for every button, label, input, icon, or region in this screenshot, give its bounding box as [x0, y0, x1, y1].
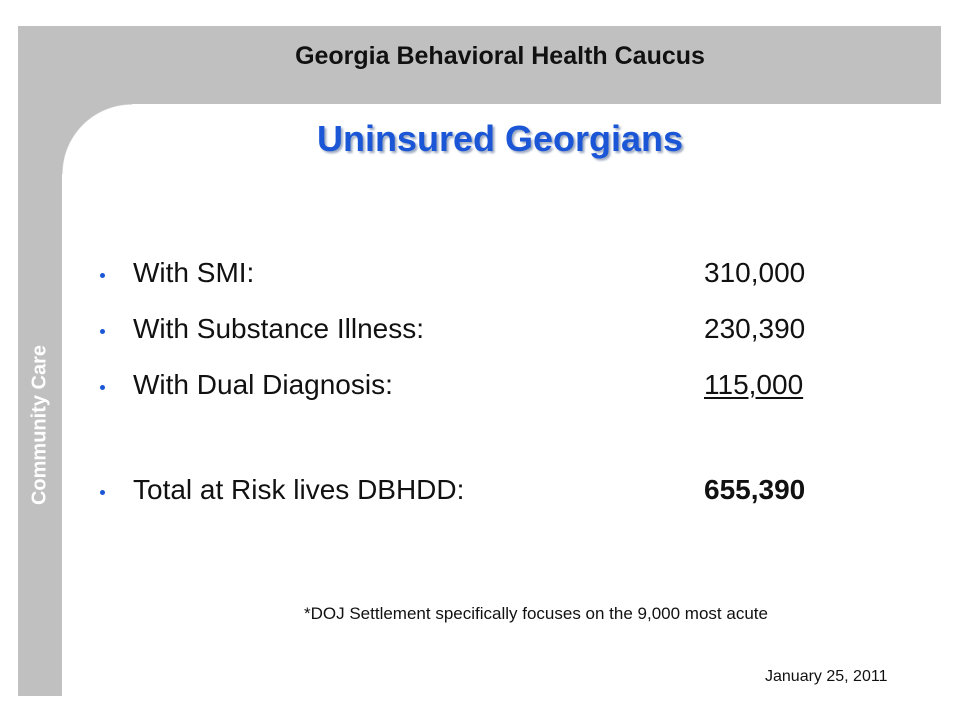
date-label: January 25, 2011: [765, 668, 888, 685]
item-label: With SMI:: [133, 257, 255, 288]
bullet-icon: [100, 385, 105, 390]
footnote: *DOJ Settlement specifically focuses on the 9,000 most acute: [304, 604, 768, 623]
item-label: Total at Risk lives DBHDD:: [133, 474, 465, 505]
header-title: Georgia Behavioral Health Caucus: [295, 42, 705, 70]
bullet-icon: [100, 490, 105, 495]
item-value: 115,000: [704, 369, 804, 400]
list-item: [100, 369, 860, 409]
list-item: [100, 313, 860, 353]
item-value: 310,000: [704, 257, 806, 288]
side-label: Community Care: [28, 344, 51, 506]
item-label: With Substance Illness:: [133, 313, 425, 344]
item-value: 230,390: [704, 313, 806, 344]
frame-corner: [62, 104, 132, 174]
item-label: With Dual Diagnosis:: [133, 369, 393, 400]
item-value-total: 655,390: [704, 474, 806, 505]
list-item: [100, 257, 860, 297]
bullet-icon: [100, 273, 105, 278]
list-item-total: [100, 474, 860, 514]
slide-title: Uninsured Georgians: [316, 118, 684, 159]
bullet-icon: [100, 329, 105, 334]
